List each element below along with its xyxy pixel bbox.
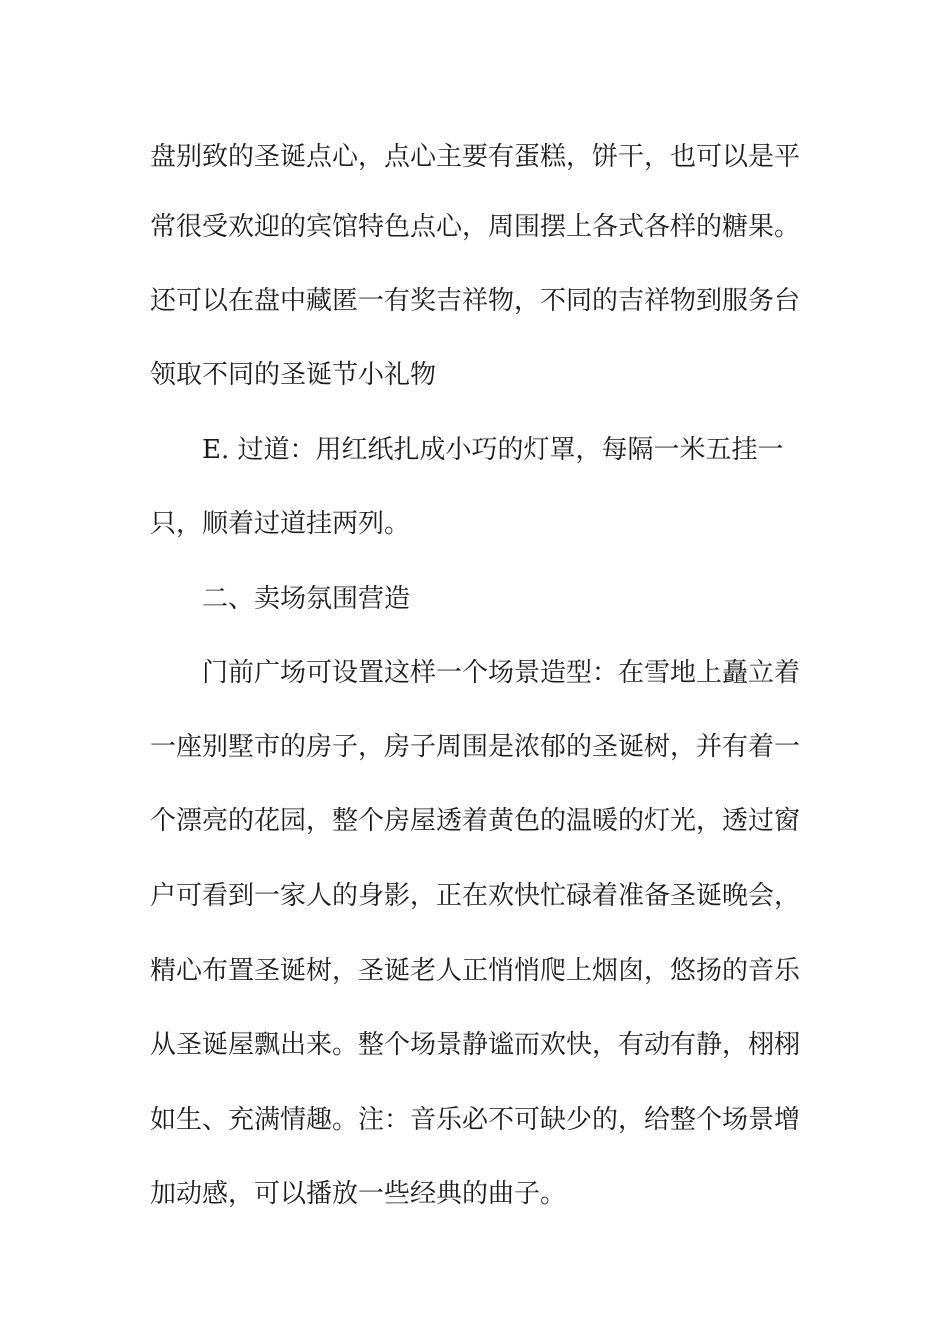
paragraph-line: 常很受欢迎的宾馆特色点心，周围摆上各式各样的糖果。 xyxy=(150,212,801,242)
section-heading: 二、卖场氛围营造 xyxy=(202,584,411,614)
paragraph-line: 从圣诞屋飘出来。整个场景静谧而欢快，有动有静，栩栩 xyxy=(150,1030,801,1060)
paragraph-line: 户可看到一家人的身影，正在欢快忙碌着准备圣诞晚会， xyxy=(150,881,801,911)
paragraph-line: 门前广场可设置这样一个场景造型：在雪地上矗立着 xyxy=(202,658,801,688)
paragraph-line: 个漂亮的花园，整个房屋透着黄色的温暖的灯光，透过窗 xyxy=(150,806,801,836)
paragraph-line: 只，顺着过道挂两列。 xyxy=(150,509,411,539)
paragraph-line: E. 过道：用红纸扎成小巧的灯罩，每隔一米五挂一 xyxy=(202,435,784,465)
paragraph-line: 精心布置圣诞树，圣诞老人正悄悄爬上烟囱，悠扬的音乐 xyxy=(150,956,801,986)
paragraph-line: 一座别墅市的房子，房子周围是浓郁的圣诞树，并有着一 xyxy=(150,732,801,762)
paragraph-line: 盘别致的圣诞点心，点心主要有蛋糕，饼干，也可以是平 xyxy=(150,142,801,172)
paragraph-line: 加动感，可以播放一些经典的曲子。 xyxy=(150,1179,567,1209)
paragraph-line: 还可以在盘中藏匿一有奖吉祥物，不同的吉祥物到服务台 xyxy=(150,286,801,316)
paragraph-line: 领取不同的圣诞节小礼物 xyxy=(150,360,437,390)
paragraph-line: 如生、充满情趣。注：音乐必不可缺少的，给整个场景增 xyxy=(150,1105,801,1135)
